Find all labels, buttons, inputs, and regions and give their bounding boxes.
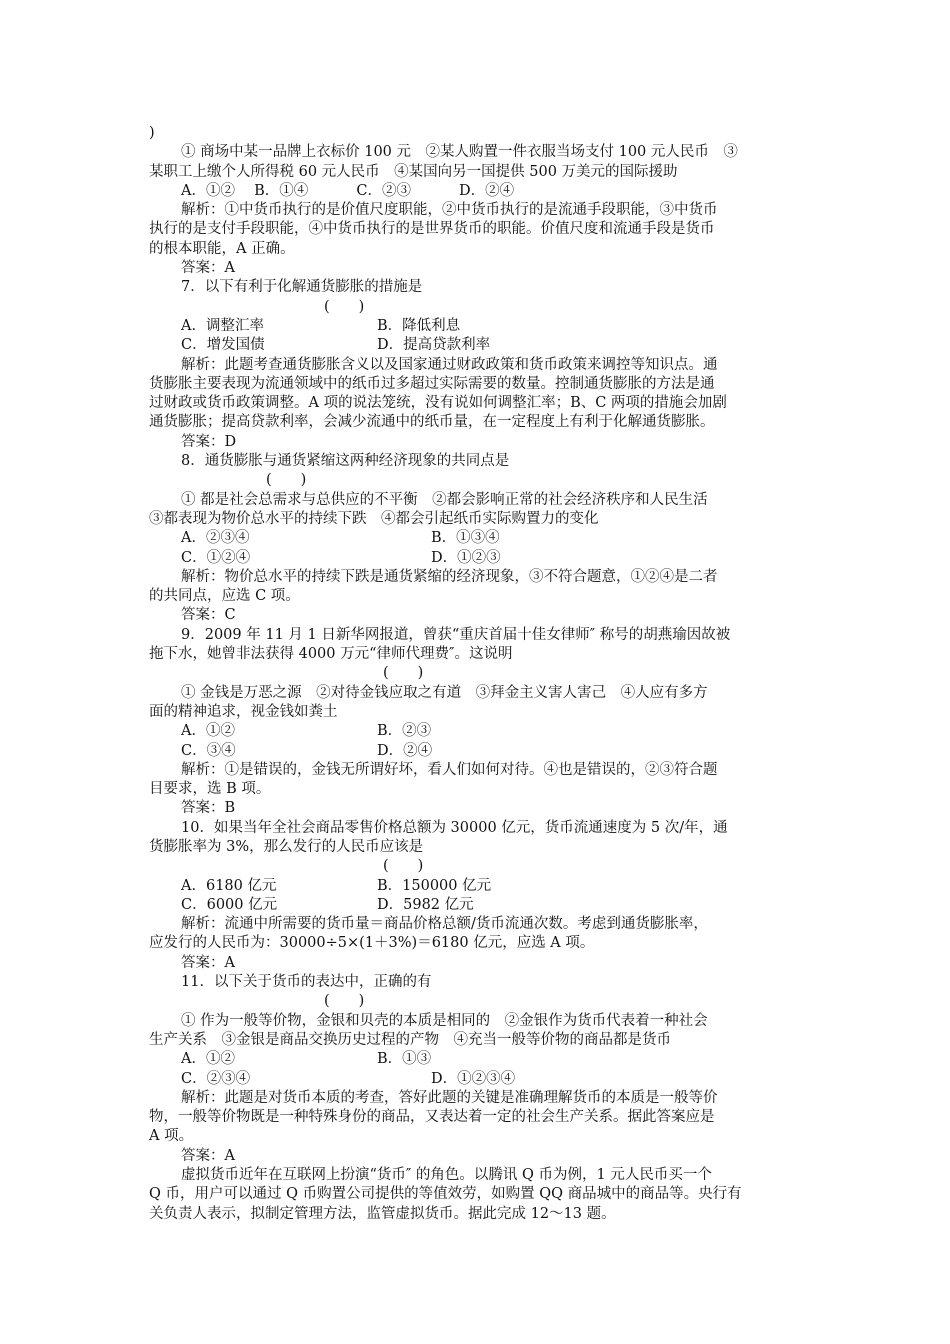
text-line: 解析：流通中所需要的货币量＝商品价格总额/货币流通次数。考虑到通货膨胀率， [181, 916, 708, 933]
text-line: 答案：C [181, 607, 236, 624]
text-line: 执行的是支付手段职能，④中货币执行的是世界货币的职能。价值尺度和流通手段是货币 [149, 221, 715, 238]
answer-blank: ( ) [383, 665, 424, 682]
text-line: 虚拟货币近年在互联网上扮演“货币″ 的角色。以腾讯 Q 币为例，1 元人民币买一个 [181, 1167, 712, 1184]
option-0: C．6000 亿元 [181, 896, 278, 913]
text-line: Q 币，用户可以通过 Q 币购置公司提供的等值效劳，如购置 QQ 商品城中的商品等。央行有 [149, 1186, 742, 1203]
text-line: 答案：A [181, 954, 235, 971]
text-line: 解析：①中货币执行的是价值尺度职能，②中货币执行的是流通手段职能，③中货币 [181, 202, 718, 219]
text-line: 货膨胀率为 3%，那么发行的人民币应该是 [149, 838, 424, 855]
option-1: B．降低利息 [377, 317, 461, 334]
text-line: 应发行的人民币为：30000÷5×(1＋3%)＝6180 亿元，应选 A 项。 [149, 935, 595, 952]
text-line: 关负责人表示，拟制定管理方法，监管虚拟货币。据此完成 12～13 题。 [149, 1205, 616, 1222]
option-0: C．③④ [181, 742, 236, 759]
option-row [149, 722, 804, 741]
text-line: 10．如果当年全社会商品零售价格总额为 30000 亿元，货币流通速度为 5 次/年，通 [181, 819, 728, 836]
document-body [149, 124, 804, 1224]
text-line: 的共同点，应选 C 项。 [149, 588, 300, 605]
option-row [149, 317, 804, 336]
option-0: A．①② [181, 1051, 235, 1068]
text-line: ① 金钱是万恶之源 ②对待金钱应取之有道 ③拜金主义害人害己 ④人应有多方 [181, 684, 708, 701]
text-line: 答案：D [181, 433, 237, 450]
text-line: A 项。 [149, 1128, 194, 1145]
answer-blank: ( ) [266, 472, 307, 489]
text-line: 7．以下有利于化解通货膨胀的措施是 [181, 279, 423, 296]
option-1: B．150000 亿元 [377, 877, 492, 894]
text-line: ③都表现为物价总水平的持续下跌 ④都会引起纸币实际购置力的变化 [149, 510, 599, 527]
text-line: 解析：此题是对货币本质的考查，答好此题的关键是准确理解货币的本质是一般等价 [181, 1089, 718, 1106]
option-1: D．①②③④ [431, 1070, 516, 1087]
text-line: 目要求，选 B 项。 [149, 781, 271, 798]
answer-blank: ( ) [324, 298, 365, 315]
option-1: B．①③④ [431, 530, 500, 547]
option-0: C．①②④ [181, 549, 251, 566]
option-0: C．②③④ [181, 1070, 251, 1087]
option-row [149, 896, 804, 915]
text-line: 面的精神追求，视金钱如粪土 [149, 703, 338, 720]
text-line: 答案：A [181, 260, 235, 277]
option-1: D．5982 亿元 [377, 896, 474, 913]
option-row [149, 742, 804, 761]
text-line: 货膨胀主要表现为流通领域中的纸币过多超过实际需要的数量。控制通货膨胀的方法是通 [149, 375, 715, 392]
option-1: D．提高贷款利率 [377, 337, 491, 354]
option-0: A．①② [181, 723, 235, 740]
text-line: ) [149, 125, 155, 141]
text-line: 解析：物价总水平的持续下跌是通货紧缩的经济现象，③不符合题意，①②④是二者 [181, 568, 718, 585]
text-line: 答案：B [181, 800, 236, 817]
text-line: 生产关系 ③金银是商品交换历史过程的产物 ④充当一般等价物的商品都是货币 [149, 1031, 671, 1048]
option-1: B．②③ [377, 723, 432, 740]
text-line: 解析：①是错误的，金钱无所谓好坏，看人们如何对待。④也是错误的，②③符合题 [181, 761, 718, 778]
option-0: C．增发国债 [181, 337, 265, 354]
text-line: 过财政或货币政策调整。A 项的说法笼统，没有说如何调整汇率；B、C 两项的措施会加剧 [149, 395, 727, 412]
option-row [149, 336, 804, 355]
text-line: 通货膨胀；提高贷款利率，会减少流通中的纸币量，在一定程度上有利于化解通货膨胀。 [149, 414, 715, 431]
text-line: 9．2009 年 11 月 1 日新华网报道，曾获“重庆首届十佳女律师″ 称号的胡燕瑜因故被 [181, 626, 731, 643]
option-row [149, 1070, 804, 1089]
option-row [149, 1050, 804, 1069]
text-line: ① 商场中某一品牌上衣标价 100 元 ②某人购置一件衣服当场支付 100 元人民币 ③ [181, 144, 738, 161]
text-line: 的根本职能，A 正确。 [149, 240, 295, 257]
text-line: 答案：A [181, 1147, 235, 1164]
text-line: 某职工上缴个人所得税 60 元人民币 ④某国向另一国提供 500 万美元的国际援助 [149, 163, 678, 180]
option-row [149, 877, 804, 896]
option-1: D．①②③ [431, 549, 501, 566]
option-0: A．6180 亿元 [181, 877, 277, 894]
text-line: ① 都是社会总需求与总供应的不平衡 ②都会影响正常的社会经济秩序和人民生活 [181, 491, 708, 508]
answer-blank: ( ) [324, 993, 365, 1010]
text-line: 8．通货膨胀与通货紧缩这两种经济现象的共同点是 [181, 453, 510, 470]
option-0: A．②③④ [181, 530, 250, 547]
text-line: 物，一般等价物既是一种特殊身份的商品，又表达着一定的社会生产关系。据此答案应是 [149, 1109, 715, 1126]
text-line: 11．以下关于货币的表达中，正确的有 [181, 974, 432, 991]
answer-blank: ( ) [383, 858, 424, 875]
text-line: 拖下水，她曾非法获得 4000 万元“律师代理费″。这说明 [149, 646, 513, 663]
option-1: D．②④ [377, 742, 433, 759]
option-1: B．①③ [377, 1051, 432, 1068]
option-row [149, 529, 804, 548]
option-row [149, 549, 804, 568]
text-line: 解析：此题考查通货膨胀含义以及国家通过财政政策和货币政策来调控等知识点。通 [181, 356, 718, 373]
text-line: ① 作为一般等价物，金银和贝壳的本质是相同的 ②金银作为货币代表着一种社会 [181, 1012, 708, 1029]
option-0: A．调整汇率 [181, 317, 264, 334]
text-line: A．①② B．①④ C．②③ D．②④ [181, 182, 515, 199]
